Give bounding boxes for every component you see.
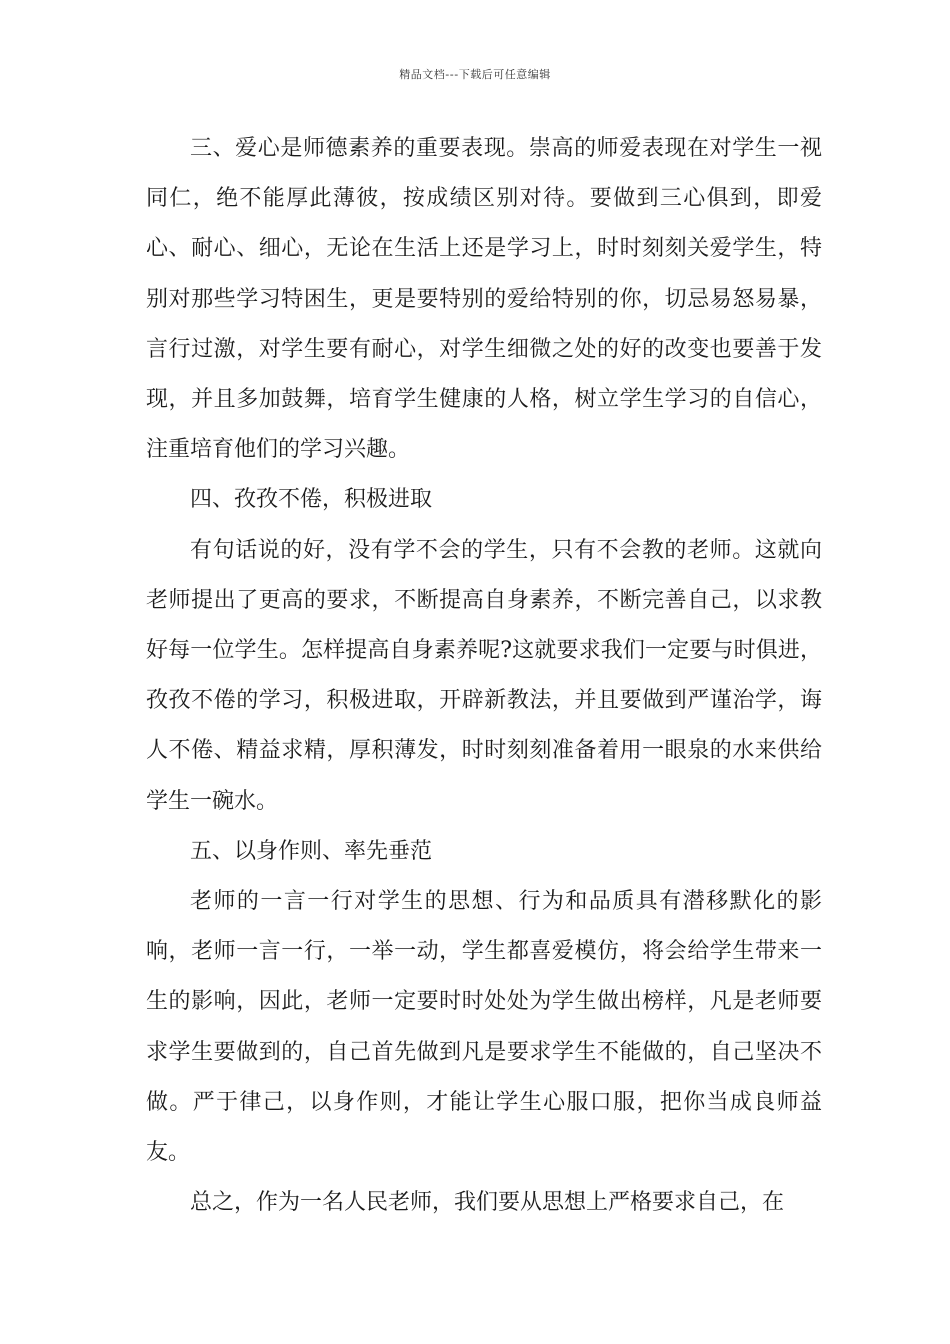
paragraph-lead-by-example: 老师的一言一行对学生的思想、行为和品质具有潜移默化的影响，老师一言一行，一举一动，学生都喜爱模仿，将会给学生带来一生的影响，因此，老师一定要时时处处为学生做出榜样，凡是老师要求学生要做到的，自己首先做到凡是要求学生不能做的，自己坚决不做。严于律己，以身作则，才能让学生心服口服，把你当成良师益友。 [146,889,822,1166]
heading-diligent-learning: 四、孜孜不倦，积极进取 [190,487,433,513]
heading-lead-by-example: 五、以身作则、率先垂范 [190,838,433,864]
paragraph-love-and-care: 三、爱心是师德素养的重要表现。崇高的师爱表现在对学生一视同仁，绝不能厚此薄彼，按成绩区别对待。要做到三心俱到，即爱心、耐心、细心，无论在生活上还是学习上，时时刻刻关爱学生，特别对那些学习特困生，更是要特别的爱给特别的你，切忌易怒易暴，言行过激，对学生要有耐心，对学生细微之处的好的改变也要善于发现，并且多加鼓舞，培育学生健康的人格，树立学生学习的自信心，注重培育他们的学习兴趣。 [146,136,822,463]
page-header: 精品文档---下载后可任意编辑 [399,68,551,81]
paragraph-conclusion: 总之，作为一名人民老师，我们要从思想上严格要求自己，在 [190,1190,785,1216]
paragraph-diligent-learning: 有句话说的好，没有学不会的学生，只有不会教的老师。这就向老师提出了更高的要求，不断提高自身素养，不断完善自己，以求教好每一位学生。怎样提高自身素养呢?这就要求我们一定要与时俱进，孜孜不倦的学习，积极进取，开辟新教法，并且要做到严谨治学，诲人不倦、精益求精，厚积薄发，时时刻刻准备着用一眼泉的水来供给学生一碗水。 [146,537,822,814]
document-body [146,124,822,1228]
